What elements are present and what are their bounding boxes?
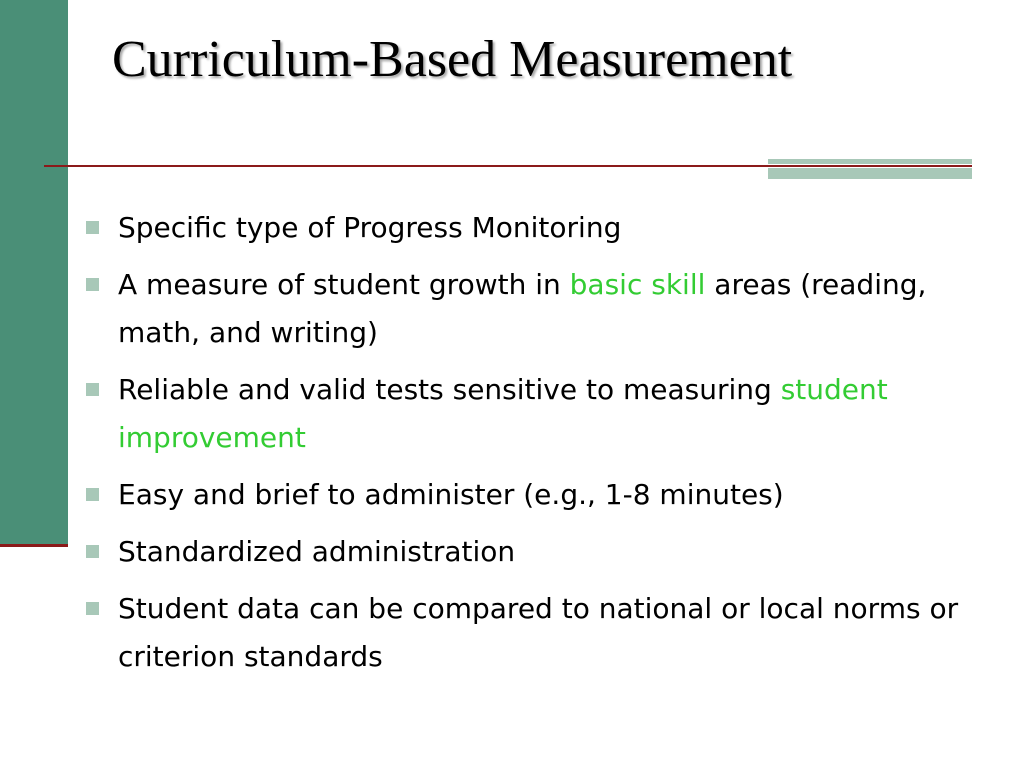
- square-bullet-icon: [86, 221, 99, 234]
- slide-title: Curriculum-Based Measurement: [112, 31, 793, 88]
- bullet-text: A measure of student growth in: [118, 268, 570, 301]
- bullet-list: [84, 204, 1004, 690]
- accent-stripe-top: [768, 159, 972, 164]
- square-bullet-icon: [86, 383, 99, 396]
- highlighted-phrase: basic skill: [569, 268, 706, 301]
- square-bullet-icon: [86, 602, 99, 615]
- bullet-item: [84, 471, 1004, 519]
- accent-stripe-bottom: [768, 168, 972, 179]
- bullet-text: Standardized administration: [118, 535, 516, 568]
- bullet-text: Student data can be compared to national or local norms or criterion standards: [118, 592, 959, 673]
- bullet-text: Reliable and valid tests sensitive to measuring: [118, 373, 781, 406]
- square-bullet-icon: [86, 278, 99, 291]
- bullet-item: [84, 261, 1004, 357]
- bullet-text: Specific type of Progress Monitoring: [118, 211, 622, 244]
- side-band-rule: [0, 544, 68, 547]
- bullet-item: [84, 204, 1004, 252]
- bullet-text: Easy and brief to administer (e.g., 1-8 minutes): [118, 478, 784, 511]
- square-bullet-icon: [86, 545, 99, 558]
- square-bullet-icon: [86, 488, 99, 501]
- highlighted-phrase: student improvement: [118, 373, 888, 454]
- side-band: [0, 0, 68, 546]
- bullet-item: [84, 528, 1004, 576]
- bullet-item: [84, 585, 1004, 681]
- accent-bar: [768, 159, 972, 179]
- bullet-item: [84, 366, 1004, 462]
- bullet-text: areas (reading, math, and writing): [118, 268, 927, 349]
